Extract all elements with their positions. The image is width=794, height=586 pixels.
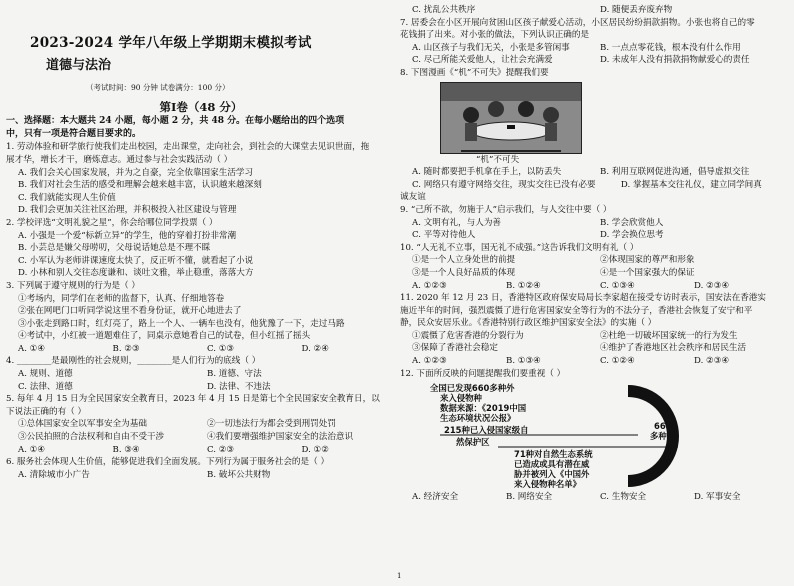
q1-stem-1: 1. 劳动体验和研学旅行使我们走出校园，走出课堂，走向社会，到社会的大课堂去见识世面，拖 — [6, 142, 370, 153]
q9-options-cd — [400, 229, 788, 242]
q3-option-b: B. ②③ — [112, 343, 140, 354]
q3-option-c: C. ①③ — [207, 343, 235, 354]
q9-option-a: A. 文明有礼，与人为善 — [412, 217, 502, 228]
q11-stem-1: 11. 2020 年 12 月 23 日，香港特区政府保安局局长李家超在接受专访时表示，国安法在香港实 — [400, 293, 766, 304]
q6-option-c: C. 扰乱公共秩序 — [412, 5, 476, 15]
fig-line-10: 来入侵物种名单》 — [514, 479, 581, 490]
q3-options — [6, 343, 396, 356]
q12-option-c: C. 生物安全 — [600, 492, 647, 503]
left-column — [6, 0, 396, 481]
fig-line-9: 胁并被列入《中国外 — [514, 469, 590, 480]
right-column — [400, 0, 788, 504]
fig-line-4: 生态环境状况公报》 — [440, 413, 516, 424]
page-number: 1 — [397, 572, 402, 580]
q6-options-cd — [400, 4, 788, 17]
fig-line-1: 全国已发现660多种外 — [430, 383, 515, 394]
fig-number-unit: 多种 — [650, 431, 667, 442]
q2-option-b: B. 小芸总是嫌父母唠叨，父母说话她总是不理不睬 — [18, 243, 211, 254]
q3-stem: 3. 下列属于遵守规则的行为是（ ） — [6, 280, 140, 291]
q1-option-d: D. 我们会更加关注社区治理，并积极投入社区建设与管理 — [18, 205, 237, 216]
exam-info: （考试时间：90 分钟 试卷满分：100 分） — [86, 83, 230, 93]
q1-stem-2: 展才华，增长才干，磨炼意志。通过参与社会实践活动（ ） — [6, 154, 233, 165]
q8-options-cd — [400, 179, 788, 192]
q11-options — [400, 355, 788, 368]
q5-stem-1: 5. 每年 4 月 15 日为全民国家安全教育日，2023 年 4 月 15 日是第七个全民国家安全教育日，以 — [6, 394, 380, 405]
fig-number: 660 — [654, 421, 672, 432]
q12-option-b: B. 网络安全 — [506, 492, 553, 503]
q7-option-b: B. 一点点零花钱，根本没有什么作用 — [600, 42, 741, 53]
question-7 — [400, 17, 788, 67]
q7-option-a: A. 山区孩子与我们无关，小张是多管闲事 — [412, 42, 570, 53]
part-heading: 第Ⅰ卷（48 分） — [159, 99, 243, 114]
q1-option-a: A. 我们会关心国家发展，并为之自豪，完全依靠国家生活学习 — [18, 167, 254, 178]
q11-option-a: A. ①②③ — [412, 356, 447, 367]
q11-item-1: ①震慑了危害香港的分裂行为 — [412, 330, 524, 341]
q12-option-d: D. 军事安全 — [694, 492, 741, 503]
q8-option-c: C. 网络只有遵守网络交往，现实交往已没有必要 — [412, 179, 596, 190]
q7-stem-1: 7. 居委会在小区开展向贫困山区孩子献爱心活动，小区居民纷纷捐款捐物。小张也将自己的零 — [400, 17, 755, 28]
q4-option-a: A. 规则、道德 — [18, 369, 73, 380]
question-1 — [6, 141, 396, 217]
q8-option-a: A. 随时都要把手机拿在手上，以防丢失 — [412, 167, 562, 178]
q11-option-b: B. ①③④ — [506, 356, 541, 367]
q8-option-b: B. 利用互联网促进沟通，倡导虚拟交往 — [600, 167, 750, 178]
question-12 — [400, 368, 788, 504]
q10-item-1: ①是一个人立身处世的前提 — [412, 255, 516, 266]
fig-line-6: 然保护区 — [456, 437, 490, 448]
question-8 — [400, 67, 788, 204]
q5-items-34 — [6, 431, 396, 444]
section-heading-line2: 中，只有一项是符合题目要求的。 — [6, 129, 142, 140]
q5-stem-2: 下说法正确的有（ ） — [6, 406, 87, 417]
q7-option-c: C. 尽己所能关爱他人，让社会充满爱 — [412, 55, 553, 66]
subject-title: 道德与法治 — [46, 57, 112, 73]
q6-option-b: B. 破坏公共财物 — [207, 469, 271, 480]
q10-option-b: B. ①②④ — [506, 280, 541, 291]
fig-line-5: 215种已入侵国家级自 — [444, 425, 529, 436]
q1-option-b: B. 我们对社会生活的感受和理解会越来越丰富，认识越来越深刻 — [18, 180, 262, 191]
q5-item-4: ④我们要增强维护国家安全的法治意识 — [207, 432, 354, 443]
q5-option-b: B. ③④ — [112, 444, 140, 455]
q5-item-3: ③公民拍照的合法权利和自由不受干涉 — [18, 432, 165, 443]
q1-option-c: C. 我们就能实现人生价值 — [18, 192, 116, 203]
q8-options-ab — [400, 166, 788, 179]
q8-option-d: D. 掌握基本交往礼仪，建立同学间真 — [620, 179, 762, 190]
q12-options — [400, 491, 788, 504]
q8-option-d-cont: 诚友谊 — [400, 192, 426, 203]
cartoon-drawing — [441, 83, 581, 153]
invasive-species-figure — [428, 383, 698, 491]
q10-stem: 10. “人无礼不立事，国无礼不成强。”这告诉我们文明有礼（ ） — [400, 242, 639, 253]
q4-option-c: C. 法律、道德 — [18, 381, 73, 392]
q5-options — [6, 444, 396, 457]
q7-option-d: D. 未成年人没有捐款捐物献爱心的责任 — [600, 55, 750, 66]
q4-options-ab — [6, 368, 396, 381]
q3-item-4: ④考试中，小红被一道题难住了，同桌示意她看自己的试卷，但小红摇了摇头 — [18, 331, 311, 342]
q6-options-ab — [6, 469, 396, 482]
q12-stem: 12. 下面所反映的问题提醒我们要重视（ ） — [400, 368, 566, 379]
question-2 — [6, 217, 396, 280]
cartoon-image — [440, 82, 582, 154]
fig-line-8: 已造成或具有潜在威 — [514, 459, 590, 470]
q11-option-d: D. ②③④ — [694, 356, 730, 367]
q7-options-cd — [400, 54, 788, 67]
q2-option-a: A. 小强是一个爱“标新立异”的学生，他的穿着打扮非常潮 — [18, 230, 237, 241]
question-6 — [6, 456, 396, 481]
q4-option-d: D. 法律、不违法 — [207, 381, 271, 392]
q11-items-12 — [400, 330, 788, 343]
q8-stem: 8. 下图漫画《“机”不可失》提醒我们要 — [400, 67, 549, 78]
q9-option-c: C. 平等对待他人 — [412, 230, 476, 241]
q5-items-12 — [6, 418, 396, 431]
q11-item-2: ②杜绝一切破坏国家统一的行为发生 — [600, 330, 738, 341]
q5-option-a: A. ①④ — [18, 444, 46, 455]
q2-stem: 2. 学校评选“文明礼貌之星”，你会给哪位同学投票（ ） — [6, 217, 218, 228]
q5-option-c: C. ②③ — [207, 444, 235, 455]
q6-stem: 6. 服务社会体现人生价值，能够促进我们全面发展。下列行为属于服务社会的是（ ） — [6, 457, 330, 468]
q11-option-c: C. ①②④ — [600, 356, 635, 367]
question-4 — [6, 355, 396, 393]
q10-options — [400, 280, 788, 293]
q10-items-12 — [400, 254, 788, 267]
q10-item-3: ③是一个人良好品质的体现 — [412, 267, 516, 278]
q3-option-d: D. ②④ — [301, 343, 329, 354]
q4-stem: 4. ________是最刚性的社会规则，________是人们行为的底线（ ） — [6, 356, 261, 367]
fig-line-7: 71种对自然生态系统 — [514, 449, 593, 460]
question-3 — [6, 280, 396, 356]
q4-options-cd — [6, 381, 396, 394]
q11-items-34 — [400, 342, 788, 355]
q10-option-a: A. ①②③ — [412, 280, 447, 291]
q10-items-34 — [400, 267, 788, 280]
q5-item-2: ②一切违法行为都会受到刑罚处罚 — [207, 419, 336, 430]
q5-item-1: ①总体国家安全以军事安全为基础 — [18, 419, 147, 430]
q3-item-3: ③小张走到路口时，红灯亮了，路上一个人、一辆车也没有，他犹豫了一下，走过马路 — [18, 318, 345, 329]
q11-item-4: ④维护了香港地区社会秩序和居民生活 — [600, 343, 747, 354]
cartoon-caption: “机”不可失 — [476, 154, 520, 165]
question-5 — [6, 393, 396, 456]
q11-stem-3: 静，民众安居乐业。《香港特别行政区维护国家安全法》的实施（ ） — [400, 318, 657, 329]
q12-option-a: A. 经济安全 — [412, 492, 459, 503]
fig-line-2: 来入侵物种 — [440, 393, 482, 404]
q6-option-d: D. 随便丢弃废弃物 — [600, 5, 673, 15]
q10-option-c: C. ①③④ — [600, 280, 635, 291]
q7-options-ab — [400, 42, 788, 55]
q4-option-b: B. 道德、守法 — [207, 369, 262, 380]
q9-option-b: B. 学会欣赏他人 — [600, 217, 664, 228]
q3-item-2: ②张在网吧门口听同学说这里不看身份证，就开心地进去了 — [18, 306, 242, 317]
q10-item-4: ④是一个国家强大的保证 — [600, 267, 695, 278]
q11-stem-2: 施近半年的时间，强烈震慑了进行危害国家安全等行为的不法分子，香港社会恢复了安宁和平 — [400, 305, 753, 316]
q9-stem: 9. “己所不欲，勿施于人”启示我们，与人交往中要（ ） — [400, 204, 612, 215]
q7-stem-2: 花钱捐了出来。对小张的做法，下列认识正确的是 — [400, 30, 590, 41]
q2-option-c: C. 小军认为老师讲课速度太快了，反正听不懂，就看起了小说 — [18, 255, 254, 266]
q5-option-d: D. ①② — [301, 444, 329, 455]
q10-item-2: ②体现国家的尊严和形象 — [600, 255, 695, 266]
question-10 — [400, 242, 788, 292]
q6-option-a: A. 清除城市小广告 — [18, 469, 90, 480]
q2-option-d: D. 小林和别人交往态度谦和、谈吐文雅，举止稳重，落落大方 — [18, 268, 254, 279]
question-11 — [400, 292, 788, 368]
q3-item-1: ①考场内，同学们在老师的监督下，认真、仔细地答卷 — [18, 293, 225, 304]
q3-option-a: A. ①④ — [18, 343, 46, 354]
q10-option-d: D. ②③④ — [694, 280, 730, 291]
exam-title: 2023-2024 学年八年级上学期期末模拟考试 — [30, 35, 312, 51]
fig-line-3: 数据来源：《2019中国 — [440, 403, 527, 414]
q11-item-3: ③保障了香港社会稳定 — [412, 343, 498, 354]
section-heading-line1: 一、选择题：本大题共 24 小题，每小题 2 分，共 48 分。在每小题给出的四个选项 — [6, 116, 345, 127]
q9-option-d: D. 学会换位思考 — [600, 230, 664, 241]
question-9 — [400, 204, 788, 242]
q9-options-ab — [400, 217, 788, 230]
